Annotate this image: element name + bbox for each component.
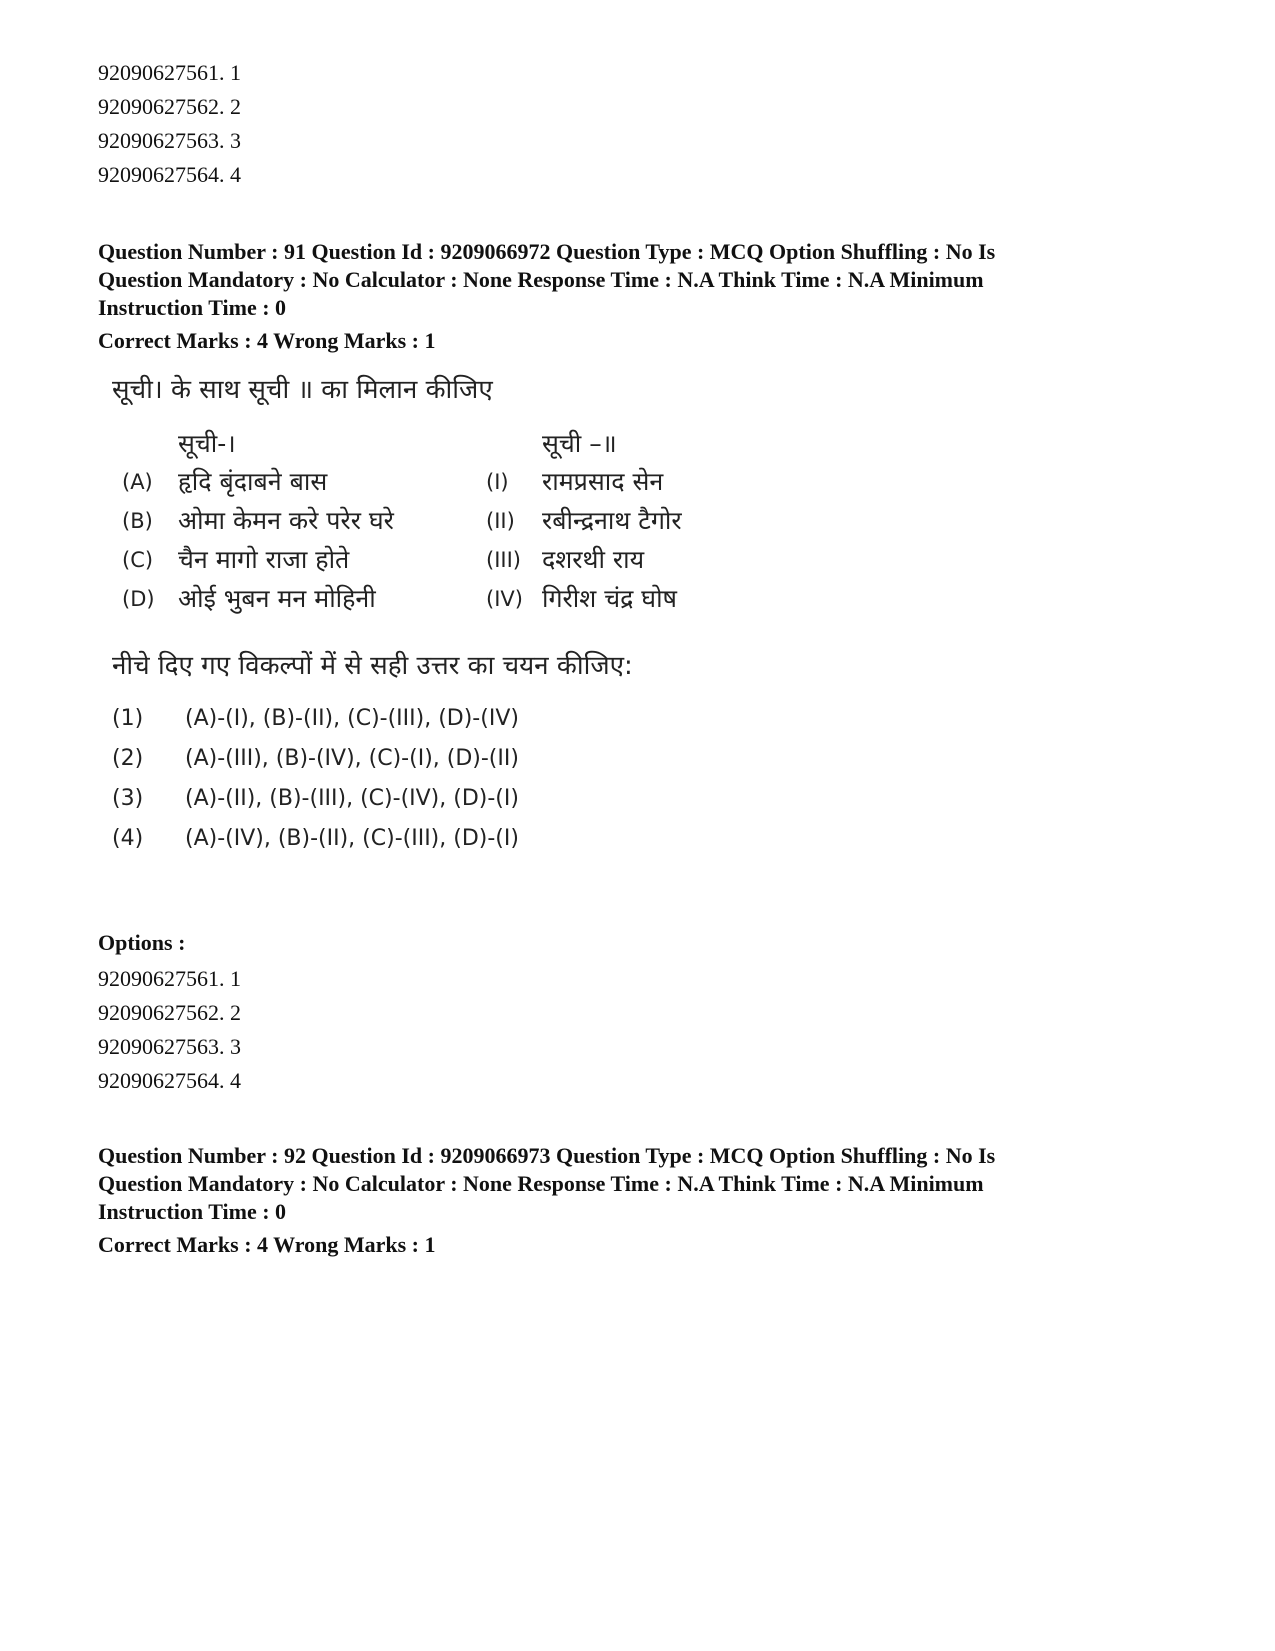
option-line: 92090627564. 4	[98, 162, 241, 187]
question-91-body	[112, 375, 752, 898]
list-2-label: (II)	[486, 509, 515, 533]
list-1-label: (D)	[122, 587, 155, 611]
choice-number: (3)	[112, 786, 144, 811]
choice-text: (A)-(I), (B)-(II), (C)-(III), (D)-(IV)	[185, 706, 519, 731]
meta-line-1: Question Number : 91 Question Id : 9209066972 Question Type : MCQ Option Shuffling : No Is	[98, 239, 996, 264]
list-2-item: रामप्रसाद सेन	[542, 467, 664, 496]
list-1-item: ओमा केमन करे परेर घरे	[178, 506, 394, 535]
list-1-label: (B)	[122, 509, 153, 533]
list-2-header: सूची –॥	[542, 429, 617, 458]
option-line: 92090627561. 1	[98, 966, 241, 991]
list-1-item: चैन मागो राजा होते	[178, 545, 350, 574]
list-2-item: रबीन्द्रनाथ टैगोर	[542, 506, 682, 535]
choice-number: (2)	[112, 746, 144, 771]
question-92-meta	[98, 1142, 1178, 1226]
meta-line-3: Instruction Time : 0	[98, 1199, 287, 1224]
options-label: Options :	[98, 930, 186, 955]
list-1-header: सूची-।	[178, 429, 236, 458]
list-1-item: ओई भुबन मन मोहिनी	[178, 584, 376, 613]
choice-text: (A)-(III), (B)-(IV), (C)-(I), (D)-(II)	[185, 746, 519, 771]
list-2-item: दशरथी राय	[542, 545, 645, 574]
list-1-label: (C)	[122, 548, 154, 572]
list-2-label: (I)	[486, 470, 509, 494]
meta-line-2: Question Mandatory : No Calculator : None Response Time : N.A Think Time : N.A Minimum	[98, 1171, 984, 1196]
meta-line-3: Instruction Time : 0	[98, 295, 287, 320]
question-91-marks: Correct Marks : 4 Wrong Marks : 1	[98, 328, 436, 353]
option-line: 92090627563. 3	[98, 128, 241, 153]
list-1-item: हृदि बृंदाबने बास	[178, 467, 328, 496]
option-line: 92090627564. 4	[98, 1068, 241, 1093]
list-2-label: (IV)	[486, 587, 523, 611]
option-line: 92090627562. 2	[98, 1000, 241, 1025]
list-2-item: गिरीश चंद्र घोष	[542, 584, 677, 613]
question-91-meta	[98, 238, 1178, 322]
question-92-marks: Correct Marks : 4 Wrong Marks : 1	[98, 1232, 436, 1257]
meta-line-2: Question Mandatory : No Calculator : None Response Time : N.A Think Time : N.A Minimum	[98, 267, 984, 292]
question-91-options	[98, 962, 241, 1098]
question-instruction: सूची। के साथ सूची ॥ का मिलान कीजिए	[112, 375, 493, 405]
choice-text: (A)-(IV), (B)-(II), (C)-(III), (D)-(I)	[185, 826, 519, 851]
choose-instruction: नीचे दिए गए विकल्पों में से सही उत्तर का चयन कीजिए:	[112, 651, 633, 681]
option-line: 92090627562. 2	[98, 94, 241, 119]
option-line: 92090627563. 3	[98, 1034, 241, 1059]
list-1-label: (A)	[122, 470, 153, 494]
previous-question-options	[98, 56, 241, 192]
choice-text: (A)-(II), (B)-(III), (C)-(IV), (D)-(I)	[185, 786, 519, 811]
meta-line-1: Question Number : 92 Question Id : 9209066973 Question Type : MCQ Option Shuffling : No Is	[98, 1143, 996, 1168]
choice-number: (1)	[112, 706, 144, 731]
option-line: 92090627561. 1	[98, 60, 241, 85]
list-2-label: (III)	[486, 548, 521, 572]
choice-number: (4)	[112, 826, 144, 851]
